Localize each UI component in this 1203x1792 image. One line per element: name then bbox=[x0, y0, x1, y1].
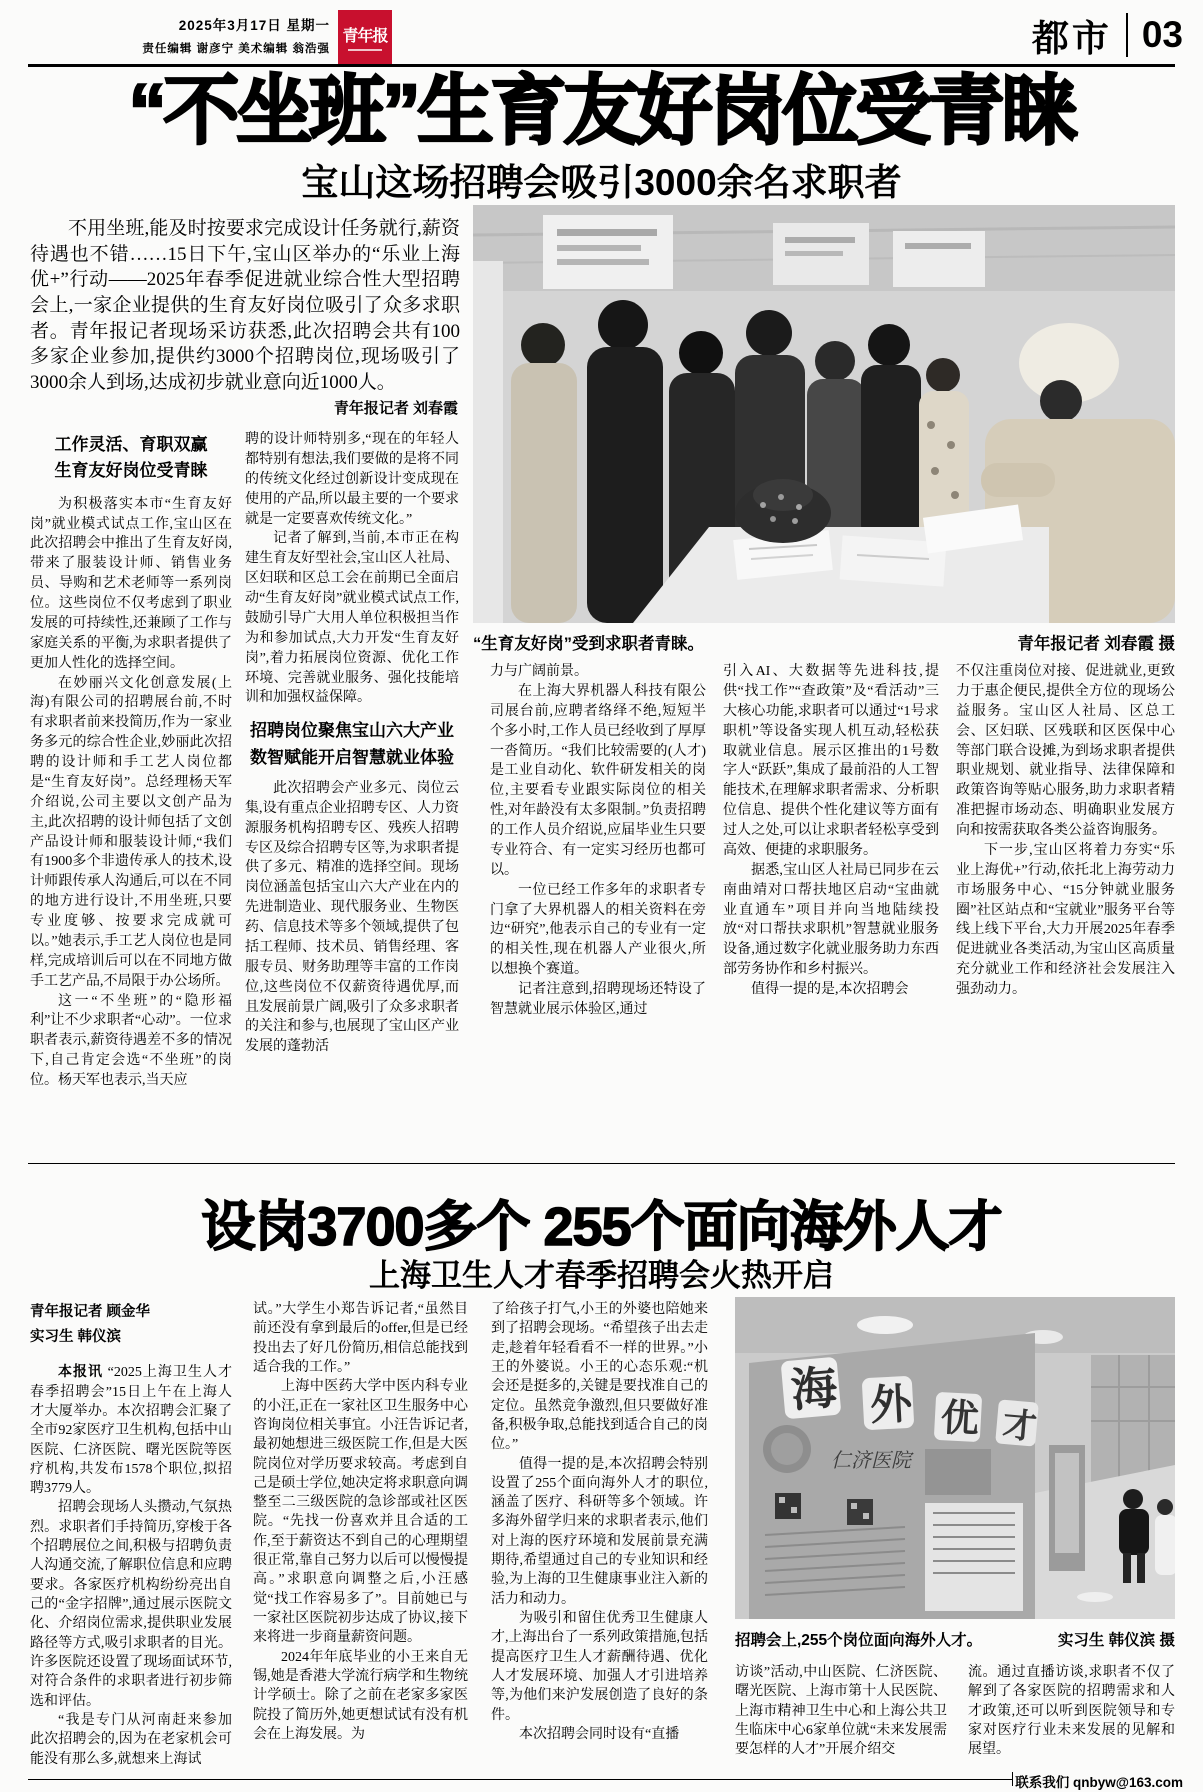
lead-paragraph: 不用坐班,能及时按要求完成设计任务就行,薪资待遇也不错……15日下午,宝山区举办的“乐业上海优+”行动——2025年春季促进就业综合性大型招聘会上,一家企业提供的生育友好岗位吸引了众多求职者。青年报记者现场采访获悉,此次招聘会共有100多家企业参加,提供约3000个招聘岗位,现场吸引了3000余人到场,达成初步就业意向近1000人。 bbox=[30, 218, 460, 393]
body-paragraph: 了给孩子打气,小王的外婆也陪她来到了招聘会现场。“希望孩子出去走走,趁着年轻看看不一样的世界。”小王的外婆说。小王的心态乐观:“机会还是挺多的,关键是要找准自己的定位。虽然竞争激烈,但只要做好准备,积极争取,总能找到适合自己的岗位。” bbox=[491, 1302, 708, 1453]
article2-headline: 设岗3700多个 255个面向海外人才 bbox=[201, 1197, 1002, 1257]
window bbox=[1091, 1355, 1175, 1483]
article2-column-1-text bbox=[30, 1363, 232, 1769]
banner bbox=[893, 231, 985, 287]
masthead-date: 2025年3月17日 星期一 bbox=[178, 18, 330, 33]
body-paragraph: 本次招聘会同时设有“直播 bbox=[519, 1726, 680, 1742]
article2-column-2 bbox=[253, 1300, 468, 1772]
contact-email: 联系我们 qnbyw@163.com bbox=[1015, 1775, 1183, 1790]
health-job-fair-photo-illustration bbox=[735, 1297, 1175, 1619]
article2-column-3-text bbox=[491, 1300, 708, 1744]
article2-column-4-text bbox=[735, 1663, 947, 1760]
article1-column-4 bbox=[723, 662, 939, 1140]
body-paragraph: 力与广阔前景。 bbox=[490, 664, 588, 679]
banner bbox=[543, 215, 673, 289]
floor-highlight bbox=[1077, 1592, 1113, 1602]
body-paragraph: 聘的设计师特别多,“现在的年轻人都特别有想法,我们要做的是将不同的传统文化经过创新设计变成现在使用的产品,所以最主要的一个要求就是一定要喜欢传统文化。” bbox=[245, 432, 459, 527]
article1-section2-title: 招聘岗位聚焦宝山六大产业 数智赋能开启智慧就业体验 bbox=[250, 721, 454, 767]
photo-credit: 青年报记者 刘春霞 摄 bbox=[1017, 635, 1175, 653]
article1-column-1-text bbox=[30, 495, 232, 1091]
article1-column-1 bbox=[30, 430, 232, 1136]
footer-rule bbox=[28, 1779, 1013, 1780]
article2-column-4 bbox=[735, 1663, 947, 1773]
body-paragraph: “我是专门从河南赶来参加此次招聘会的,因为在老家机会可能没有那么多,就想来上海试 bbox=[30, 1712, 232, 1767]
masthead bbox=[60, 14, 330, 56]
article1-column-2-text-b bbox=[245, 779, 459, 1057]
body-paragraph: 2024年年底毕业的小王来自无锡,她是香港大学流行病学和生物统计学硕士。除了之前在老家多家医院投了简历外,她更想试试有没有机会在上海发展。为 bbox=[253, 1649, 468, 1742]
poster-photo bbox=[925, 1449, 991, 1495]
body-paragraph: 试。”大学生小郑告诉记者,“虽然目前还没有拿到最后的offer,但是已经投出去了好几份简历,相信总能找到适合我的工作。” bbox=[253, 1302, 468, 1375]
qr-code bbox=[775, 1493, 801, 1519]
ceiling-light bbox=[857, 1316, 913, 1334]
standing-figure bbox=[1155, 1499, 1175, 1575]
newspaper-logo bbox=[338, 10, 392, 64]
body-paragraph: 在上海大界机器人科技有限公司展台前,应聘者络绎不绝,短短半个多小时,工作人员已经收到了厚厚一沓简历。“我们比较需要的(人才)是工业自动化、软件研发相关的岗位,主要看专业跟实际岗位的相关性,对年龄没有太多限制。”负责招聘的工作人员介绍说,应届毕业生只要专业符合、有一定实习经历也都可以。 bbox=[490, 683, 706, 878]
qr-code bbox=[847, 1499, 873, 1525]
article1-lead bbox=[30, 216, 460, 395]
newspaper-logo-underline bbox=[348, 49, 382, 51]
body-paragraph: 为吸引和留住优秀卫生健康人才,上海出台了一系列政策措施,包括提高医疗卫生人才薪酬待遇、优化人才发展环境、加强人才引进培养等,为他们来沪发展创造了良好的条件。 bbox=[491, 1611, 708, 1723]
article-divider-rule bbox=[28, 1163, 1175, 1164]
page-number: 03 bbox=[1141, 14, 1183, 55]
body-paragraph: 在妙丽兴文化创意发展(上海)有限公司的招聘展台前,不时有求职者前来投简历,作为一家业务多元的综合性企业,妙丽此次招聘的设计师和手工艺人岗位都是“生育友好岗”。总经理杨天军介绍说,公司主要以文创产品为主,此次招聘的设计师包括了文创产品设计师和服装设计师,“我们有1900多个非遗传承人的技术,设计师跟传承人沟通后,可以在不同的地方进行设计,不用坐班,只要专业度够、按要求完成就可以。”她表示,手工艺人岗位也是同样,完成培训后可以在不同地方做手工艺产品,不局限于办公场所。 bbox=[30, 675, 232, 989]
newspaper-logo-text: 青年报 bbox=[342, 28, 388, 45]
article1-column-3-text bbox=[490, 662, 706, 1020]
section-divider bbox=[1126, 13, 1128, 57]
body-paragraph: 下一步,宝山区将着力夯实“乐业上海优+”行动,依托北上海劳动力市场服务中心、“15分钟就业服务圈”社区站点和“宝就业”服务平台等线上线下平台,大力开展2025年春季促进就业各类活动,为宝山区高质量充分就业工作和经济社会发展注入强劲动力。 bbox=[956, 842, 1175, 997]
article1-subheadline: 宝山这场招聘会吸引3000余名求职者 bbox=[301, 162, 902, 203]
body-paragraph: 记者了解到,当前,本市正在构建生育友好型社会,宝山区人社局、区妇联和区总工会在前期已全面启动“生育友好岗”就业模式试点工作,鼓励引导广大用人单位积极担当作为和参加试点,大力开发“生育友好岗”,着力拓展岗位资源、优化工作环境、完善就业服务、强化技能培训和加强权益保障。 bbox=[245, 531, 459, 706]
body-paragraph: 一位已经工作多年的求职者专门拿了大界机器人的相关资料在旁边“研究”,他表示自己的专业有一定的相关性,现在机器人产业很火,所以想换个赛道。 bbox=[490, 882, 706, 978]
svg-text:才: 才 bbox=[1001, 1405, 1039, 1447]
article2-byline: 青年报记者 顾金华 实习生 韩仪滨 bbox=[30, 1304, 151, 1345]
photo-caption: “生育友好岗”受到求职者青睐。 bbox=[473, 635, 704, 653]
body-paragraph: 上海中医药大学中医内科专业的小汪,正在一家社区卫生服务中心咨询岗位相关事宜。小汪告诉记者,最初她想进三级医院工作,但是大医院岗位对学历要求较高。考虑到自己是硕士学位,她决定将求职意向调整至二三级医院的急诊部或社区医院。“先找一份喜欢并且合适的工作,至于薪资达不到自己的心理期望很正常,靠自己努力以后可以慢慢提高。”求职意向调整之后,小汪感觉“找工作容易多了”。目前她已与一家社区医院初步达成了协议,接下来将进一步商量薪资问题。 bbox=[253, 1379, 468, 1646]
pillar bbox=[473, 261, 503, 623]
body-paragraph: 访谈”活动,中山医院、仁济医院、曙光医院、上海市第十人民医院、上海市精神卫生中心和上海公共卫生临床中心6家单位就“未来发展需要怎样的人才”开展介绍交 bbox=[735, 1665, 947, 1758]
body-paragraph: 记者注意到,招聘现场还特设了智慧就业展示体验区,通过 bbox=[490, 982, 706, 1017]
masthead-section-block bbox=[1032, 8, 1183, 62]
body-paragraph: 为积极落实本市“生育友好岗”就业模式试点工作,宝山区在此次招聘会中推出了生育友好岗,带来了服装设计师、销售业务员、导购和艺术老师等一系列岗位。这些岗位不仅考虑到了职业发展的可持续性,还兼顾了工作与家庭关系的平衡,为求职者提供了更加人性化的选择空间。 bbox=[30, 496, 232, 671]
article1-photo-caption-row bbox=[473, 630, 1175, 654]
masthead-editors: 责任编辑 谢彦宁 美术编辑 翁浩强 bbox=[142, 43, 330, 55]
body-paragraph: 这一“不坐班”的“隐形福利”让不少求职者“心动”。一位求职者表示,薪资待遇差不多的情况下,自己肯定会选“不坐班”的岗位。杨天军也表示,当天应 bbox=[30, 993, 232, 1089]
photo-caption: 招聘会上,255个岗位面向海外人才。 bbox=[735, 1632, 983, 1649]
job-fair-photo-illustration bbox=[473, 205, 1175, 623]
article1-section1-title: 工作灵活、育职双赢 生育友好岗位受青睐 bbox=[54, 435, 208, 481]
article2-photo bbox=[735, 1297, 1175, 1619]
svg-text:外: 外 bbox=[868, 1379, 914, 1429]
article2-column-2-text bbox=[253, 1300, 468, 1744]
photo-credit: 实习生 韩仪滨 摄 bbox=[1057, 1632, 1175, 1649]
article1-headline: “不坐班”生育友好岗位受青睐 bbox=[128, 69, 1075, 154]
body-paragraph: 值得一提的是,本次招聘会 bbox=[751, 982, 909, 997]
article1-column-2-text-a bbox=[245, 430, 459, 708]
body-paragraph: 据悉,宝山区人社局已同步在云南曲靖对口帮扶地区启动“宝曲就业直通车”项目并向当地陆续投放“对口帮扶求职机”智慧就业服务设备,通过数字化就业服务助力东西部劳务协作和乡村振兴。 bbox=[723, 862, 939, 978]
body-paragraph: 引入AI、大数据等先进科技,提供“找工作”“查政策”及“看活动”三大核心功能,求职者可以通过“1号求职机”等设备实现人机互动,轻松获取就业信息。展示区推出的1号数字人“跃跃”,集成了最前沿的人工智能技术,在理解求职者需求、分析职位信息、提供个性化建议等方面有过人之处,可以让求职者轻松享受到高效、便捷的求职服务。 bbox=[723, 664, 939, 858]
article1-column-5 bbox=[956, 662, 1175, 1140]
body-paragraph: 招聘会现场人头攒动,气氛热烈。求职者们手持简历,穿梭于各个招聘展位之间,积极与招聘负责人沟通交流,了解职位信息和应聘要求。各家医疗机构纷纷亮出自己的“金字招牌”,通过展示医院文化、介绍岗位需求,提供职业发展路径等方式,吸引求职者的目光。许多医院还设置了现场面试环节,对符合条件的求职者进行初步筛选和评估。 bbox=[30, 1500, 232, 1709]
hospital-name-script: 仁济医院 bbox=[831, 1450, 911, 1472]
body-paragraph: 不仅注重岗位对接、促进就业,更致力于惠企便民,提供全方位的现场公益服务。宝山区人社局、区总工会、区妇联、区残联和区医保中心等部门联合设摊,为到场求职者提供职业规划、就业指导、法律保障和政策咨询等贴心服务,助力求职者精准把握市场动态、明确职业发展方向和按需获取各类公益咨询服务。 bbox=[956, 664, 1175, 838]
body-paragraph: 流。通过直播访谈,求职者不仅了解到了各家医院的招聘需求和人才政策,还可以听到医院领导和专家对医疗行业未来发展的见解和展望。 bbox=[968, 1665, 1175, 1758]
body-paragraph: 本报讯 “2025上海卫生人才春季招聘会”15日上午在上海人才大厦举办。本次招聘会汇聚了全市92家医疗卫生机构,包括中山医院、仁济医院、曙光医院等医疗机构,共发布1578个职位,拟招聘3779人。 bbox=[30, 1365, 232, 1497]
article2-column-5 bbox=[968, 1663, 1175, 1773]
article1-column-4-text bbox=[723, 662, 939, 1000]
body-paragraph: 值得一提的是,本次招聘会特别设置了255个面向海外人才的职位,涵盖了医疗、科研等多个领域。许多海外留学归来的求职者表示,他们对上海的医疗环境和发展前景充满期待,希望通过自己的专业知识和经验,为上海的卫生健康事业注入新的活力和动力。 bbox=[491, 1456, 708, 1607]
svg-text:优: 优 bbox=[939, 1397, 980, 1442]
body-paragraph: 此次招聘会产业多元、岗位云集,设有重点企业招聘专区、人力资源服务机构招聘专区、残疾人招聘专区及综合招聘专区等,为求职者提供了多元、精准的选择空间。现场岗位涵盖包括宝山六大产业在内的先进制造业、现代服务业、生物医药、信息技术等多个领域,提供了包括工程师、技术员、销售经理、客服专员、财务助理等丰富的工作岗位,这些岗位不仅薪资待遇优厚,而且发展前景广阔,吸引了众多求职者的关注和参与,也展现了宝山区产业发展的蓬勃活 bbox=[245, 780, 459, 1055]
article1-column-5-text bbox=[956, 662, 1175, 1000]
article2-column-1 bbox=[30, 1300, 232, 1772]
section-label: 都市 bbox=[1031, 18, 1112, 59]
article1-byline: 青年报记者 刘春霞 bbox=[333, 400, 458, 417]
poster-text-panel bbox=[925, 1503, 1023, 1611]
article2-column-3 bbox=[491, 1300, 708, 1772]
article1-column-3 bbox=[490, 662, 706, 1140]
masthead-rule bbox=[28, 64, 1175, 67]
svg-text:海: 海 bbox=[788, 1360, 840, 1417]
article1-photo bbox=[473, 205, 1175, 623]
article1-column-2 bbox=[245, 430, 459, 1136]
article2-subheadline: 上海卫生人才春季招聘会火热开启 bbox=[369, 1258, 834, 1293]
article2-photo-caption-row bbox=[735, 1628, 1175, 1650]
article2-column-5-text bbox=[968, 1663, 1175, 1760]
